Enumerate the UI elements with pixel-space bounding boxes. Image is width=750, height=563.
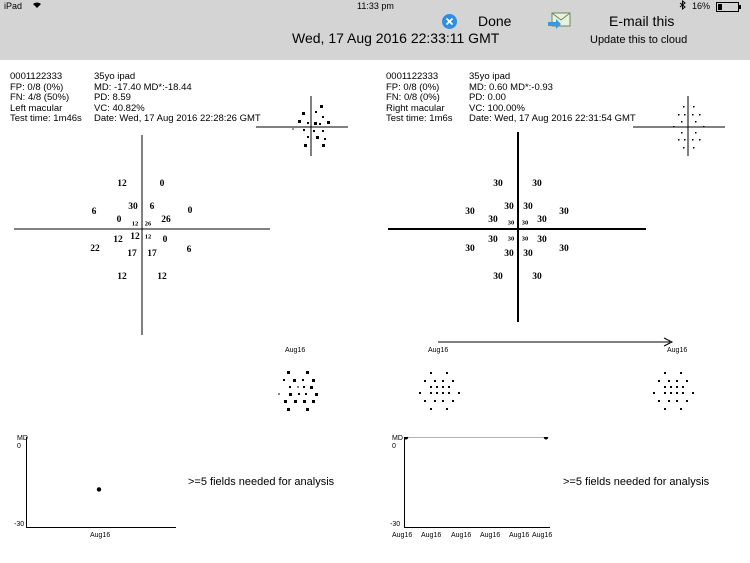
bluetooth-icon [679, 0, 686, 12]
right-md-x-label: Aug16 [532, 532, 553, 539]
right-md-axis-bottom: -30 [390, 521, 401, 528]
right-progression-arrow [436, 336, 682, 350]
right-md-axis-top: 0 [392, 443, 396, 450]
left-value: 17 [127, 249, 137, 259]
left-analysis-notice: >=5 fields needed for analysis [188, 476, 335, 488]
right-progression-end-label: Aug16 [667, 347, 688, 354]
left-value: 12 [130, 232, 140, 242]
left-value: 12 [117, 179, 127, 189]
left-fn: FN: 4/8 (50%) [10, 92, 70, 103]
left-value: 12 [117, 272, 127, 282]
right-value: 30 [537, 215, 547, 225]
right-fp: FP: 0/8 (0%) [386, 81, 440, 93]
right-md-axis-label: MD [392, 435, 403, 442]
right-progression-start-label: Aug16 [428, 347, 449, 354]
right-progression-thumbnail-end [650, 370, 698, 414]
left-test-time: Test time: 1m46s [10, 113, 82, 124]
device-name: iPad [4, 1, 23, 11]
left-value-small: 12 [144, 233, 152, 241]
right-patient-id: 0001122333 [386, 71, 439, 82]
left-md-axis-label: MD [17, 435, 28, 442]
right-md-point [544, 437, 548, 439]
battery-icon [716, 2, 742, 14]
left-fp: FP: 0/8 (0%) [10, 81, 64, 93]
right-md-x-label: Aug16 [392, 532, 413, 539]
right-value: 30 [537, 235, 547, 245]
email-icon[interactable] [547, 10, 573, 35]
right-age-device: 35yo ipad [469, 71, 511, 82]
status-bar [0, 0, 750, 14]
left-patient-id: 0001122333 [10, 71, 63, 82]
left-value: 6 [91, 207, 97, 217]
right-value: 30 [532, 272, 542, 282]
left-value: 6 [149, 202, 155, 212]
right-value-small: 30 [521, 235, 529, 243]
left-md-point [97, 487, 101, 491]
left-value: 12 [157, 272, 167, 282]
right-value-small: 30 [521, 219, 529, 227]
left-md-axis-top: 0 [17, 443, 21, 450]
right-value: 30 [504, 249, 514, 259]
right-value: 30 [523, 249, 533, 259]
left-value: 0 [159, 179, 165, 189]
top-bar [0, 0, 750, 60]
left-value: 0 [116, 215, 122, 225]
right-visual-field-axes [388, 132, 646, 322]
right-test-info [386, 72, 453, 125]
left-progression-thumbnail [277, 367, 325, 415]
right-pattern-thumbnail [633, 96, 725, 156]
right-value: 30 [465, 207, 475, 217]
left-test-stats [94, 72, 261, 125]
left-value: 22 [90, 244, 100, 254]
left-test-info [10, 72, 82, 125]
right-vc: VC: 100.00% [469, 102, 525, 114]
right-value: 30 [493, 179, 503, 189]
right-progression-thumbnail-start [416, 370, 464, 414]
left-value-small: 12 [131, 220, 139, 228]
right-md-x-label: Aug16 [421, 532, 442, 539]
right-md-x-label: Aug16 [480, 532, 501, 539]
left-vc: VC: 40.82% [94, 102, 145, 114]
cloud-update-button[interactable]: Update this to cloud [590, 34, 688, 46]
left-value: 17 [147, 249, 157, 259]
left-md-x-label: Aug16 [90, 532, 111, 539]
left-date: Date: Wed, 17 Aug 2016 22:28:26 GMT [94, 113, 261, 124]
left-eye: Left macular [10, 102, 63, 114]
right-md-x-label: Aug16 [451, 532, 472, 539]
right-value: 30 [523, 202, 533, 212]
status-time: 11:33 pm [357, 1, 394, 11]
right-value: 30 [488, 235, 498, 245]
right-date: Date: Wed, 17 Aug 2016 22:31:54 GMT [469, 113, 636, 124]
left-visual-field-axes [14, 135, 270, 335]
left-value-small: 26 [144, 220, 152, 228]
right-eye: Right macular [386, 102, 445, 114]
battery-percent: 16% [692, 1, 711, 11]
left-value: 6 [186, 245, 192, 255]
left-value: 0 [187, 206, 193, 216]
right-value: 30 [488, 215, 498, 225]
right-value: 30 [559, 207, 569, 217]
left-progression-label: Aug16 [285, 347, 306, 354]
right-test-stats [469, 72, 636, 125]
left-pd: PD: 8.59 [94, 92, 131, 103]
right-value: 30 [559, 244, 569, 254]
left-value: 30 [128, 202, 138, 212]
left-md-axis-bottom: -30 [14, 521, 25, 528]
right-md-x-label: Aug16 [509, 532, 530, 539]
right-fn: FN: 0/8 (0%) [386, 92, 440, 103]
left-age-device: 35yo ipad [94, 71, 136, 82]
right-value: 30 [532, 179, 542, 189]
email-button[interactable]: E-mail this [609, 13, 675, 29]
left-value: 12 [113, 235, 123, 245]
done-button[interactable]: Done [478, 13, 512, 29]
left-value: 0 [162, 235, 168, 245]
left-md: MD: -17.40 MD*:-18.44 [94, 81, 192, 93]
right-md: MD: 0.60 MD*:-0.93 [469, 81, 553, 93]
right-value-small: 30 [507, 219, 515, 227]
right-analysis-notice: >=5 fields needed for analysis [563, 476, 710, 488]
right-value: 30 [465, 244, 475, 254]
right-md-chart [404, 437, 552, 531]
header-datetime: Wed, 17 Aug 2016 22:33:11 GMT [292, 30, 500, 46]
right-value: 30 [493, 272, 503, 282]
right-value: 30 [504, 202, 514, 212]
right-pd: PD: 0.00 [469, 92, 506, 103]
left-md-chart [26, 437, 176, 531]
right-value-small: 30 [507, 235, 515, 243]
right-test-time: Test time: 1m6s [386, 113, 453, 124]
wifi-icon [32, 0, 42, 11]
left-value: 26 [161, 215, 171, 225]
